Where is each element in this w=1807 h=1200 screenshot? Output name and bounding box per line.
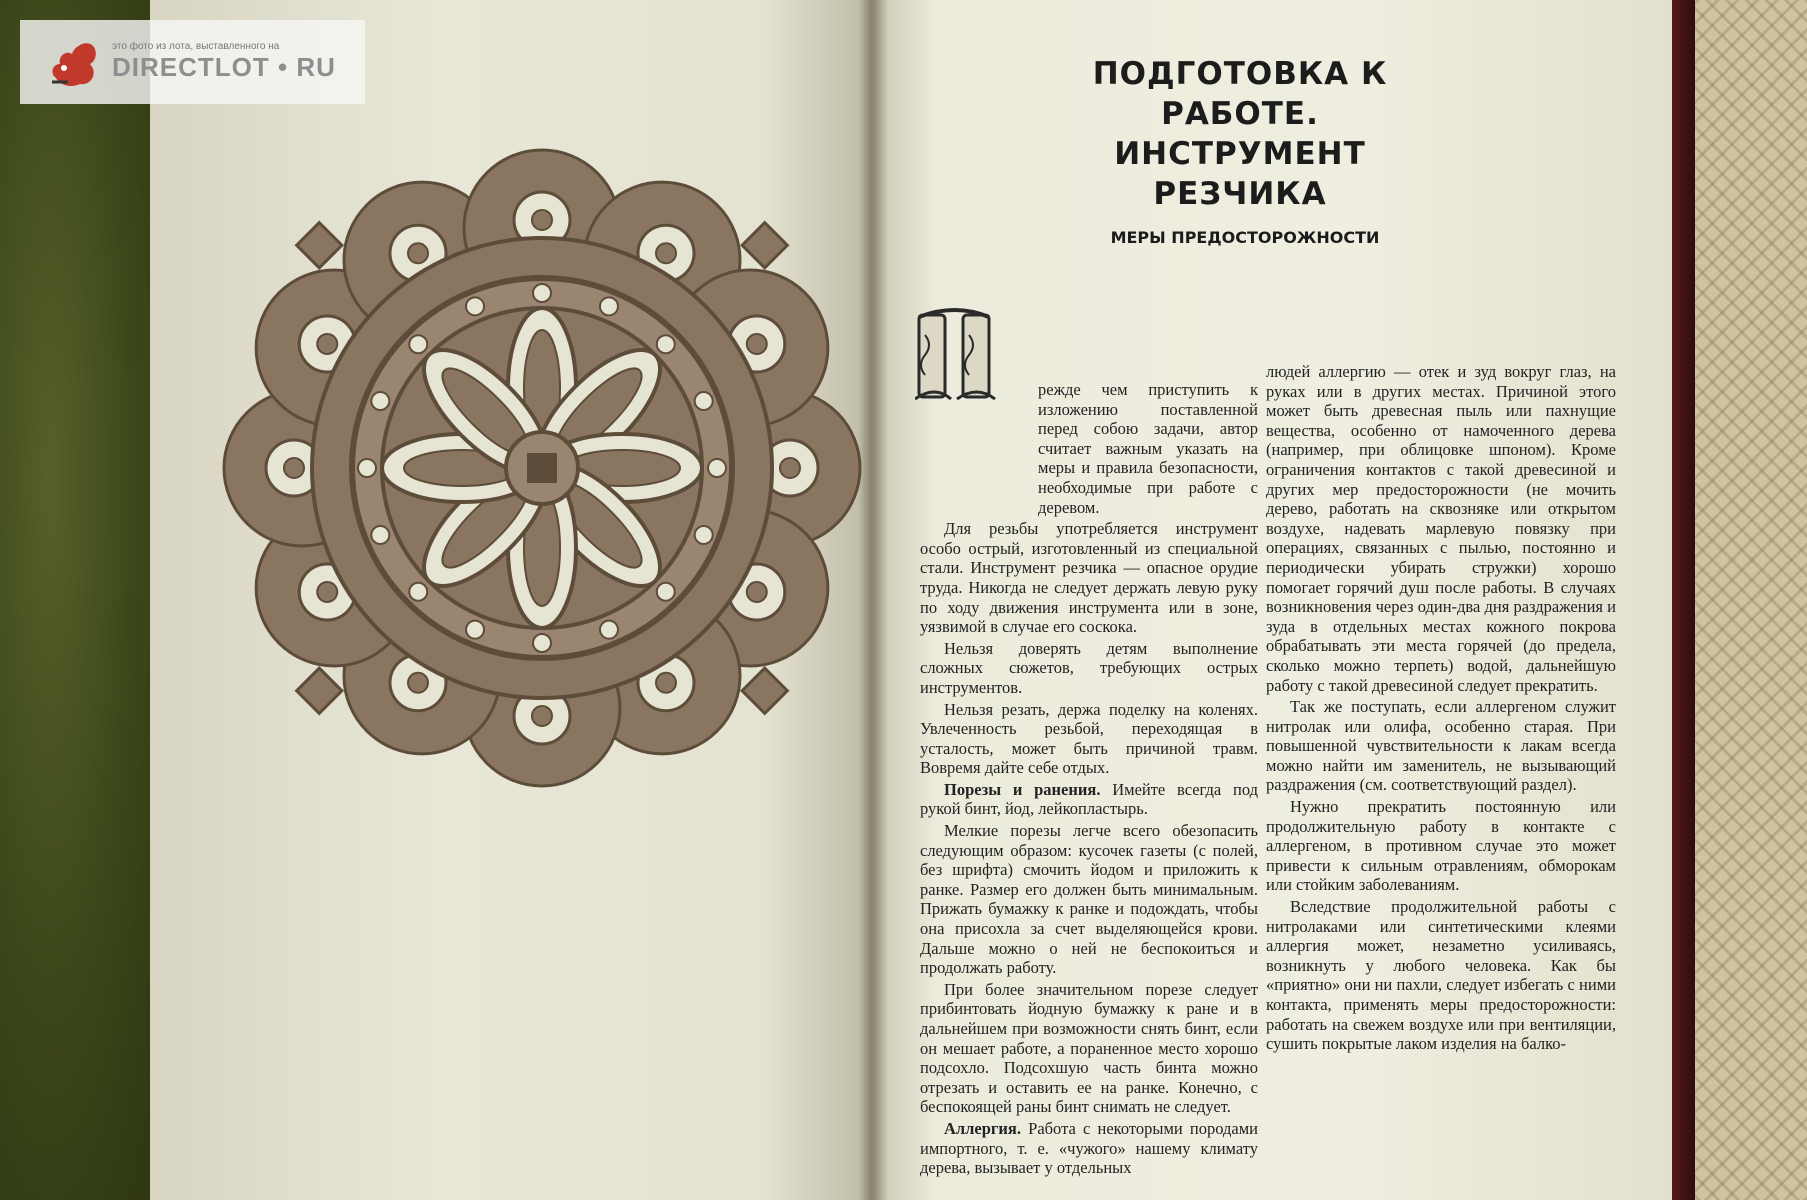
lobe-center (408, 243, 428, 263)
paragraph: При более значительном порезе следует прибинтовать йодную бумажку к ране и в дальнейшем при возможности снять бинт, если он мешает работе, а пораненное место хорошо подсохло. Подсохшую часть бинта можно отрезать и оставить ее на ранке. Конечно, с беспокоящей раны бинт снимать не следует. (920, 979, 1258, 1117)
section-heading: МЕРЫ ПРЕДОСТОРОЖНОСТИ (1110, 228, 1380, 247)
paragraph-text: Имейте всегда под рукой бинт, йод, лейкопластырь. (920, 779, 1258, 819)
lobe-center (284, 458, 304, 478)
green-cloth-background (0, 0, 170, 1200)
ring-hole (371, 526, 389, 544)
ring-hole (371, 392, 389, 410)
paragraph (920, 1119, 1258, 1178)
watermark-caption: это фото из лота, выставленного на (112, 41, 280, 52)
rosette-tab (742, 668, 787, 713)
ring-hole (533, 284, 551, 302)
paragraph: Нельзя резать, держа поделку на коленях. Увлеченность резьбой, переходящая в усталость, может быть причиной травм. Вовремя дайте себе отдых. (920, 699, 1258, 778)
lobe-center (408, 673, 428, 693)
ring-hole (358, 459, 376, 477)
paragraph-lead-bold: Аллергия. (944, 1118, 1021, 1138)
book-gutter (858, 0, 888, 1200)
lobe-center (747, 334, 767, 354)
ring-hole (708, 459, 726, 477)
ring-hole (695, 392, 713, 410)
paragraph (920, 780, 1258, 819)
rosette-tab (297, 223, 342, 268)
chapter-title-line1: ПОДГОТОВКА К РАБОТЕ. (1092, 56, 1388, 132)
ring-hole (409, 335, 427, 353)
ring-hole (600, 297, 618, 315)
dropcap-letter: П (1001, 331, 1002, 332)
carved-rosette-illustration (222, 138, 862, 798)
paragraph-lead-bold: Порезы и ранения. (944, 779, 1101, 799)
text-column-left (920, 380, 1258, 1180)
paragraph: Нужно прекратить постоянную или продолжительную работу в контакте с аллергеном, в противном случае это может привести к сильным отравлениям, обморокам или стойким заболеваниям. (1266, 797, 1616, 895)
ring-hole (409, 583, 427, 601)
paragraph: людей аллергию — отек и зуд вокруг глаз, на руках или в других местах. Причиной этого может быть древесная пыль или пахнущие вещества, особенно от намоченного дерева (например, при облицовке шпоном). Кроме ограничения контактов с такой древесиной и других мер предосторожности (не мочить дерево, работать на сквозняке или открытом воздухе, надевать марлевую повязку при операциях, связанных с пылью, постоянно и периодически убирать стружки) хорошо помогает горячий душ после работы. В случаях возникновения через один-два дня раздражения и зуда в отдельных местах кожного покрова обрабатывать эти места горячей (до предела, сколько можно терпеть) водой, дальнейшую работу с такой древесиной следует прекратить. (1266, 362, 1616, 695)
paragraph: Вследствие продолжительной работы с нитролаками или синтетическими клеями аллергия может, незаметно усиливаясь, возникнуть у любого человека. Как бы «приятно» они ни пахли, следует избегать с ними контакта, применять меры предосторожности: работать на свежем воздухе или при вентиляции, сушить покрытые лаком изделия на балко- (1266, 897, 1616, 1054)
paragraph: Нельзя доверять детям выполнение сложных сюжетов, требующих острых инструментов. (920, 638, 1258, 697)
ring-hole (695, 526, 713, 544)
squirrel-logo-icon (42, 34, 102, 90)
paragraph-text: Работа с некоторыми породами импортного, т. е. «чужого» нашему климату дерева, вызывает у отдельных (920, 1118, 1258, 1178)
rosette-hub-square (528, 454, 556, 482)
chapter-title (1030, 54, 1450, 214)
paragraph: режде чем приступить к изложению поставленной перед собою задачи, автор считает важным указать на меры и правила безопасности, необходимые при работе с деревом. (1038, 380, 1258, 517)
ring-hole (657, 583, 675, 601)
chapter-title-line2: ИНСТРУМЕНТ РЕЗЧИКА (1114, 136, 1366, 212)
lobe-center (532, 706, 552, 726)
lobe-center (780, 458, 800, 478)
text-column-right (1266, 362, 1616, 1056)
ring-hole (657, 335, 675, 353)
paragraph: Так же поступать, если аллергеном служит нитролак или олифа, особенно старая. При повышенной чувствительности к лакам всегда можно найти им заменитель, не вызывающий раздражения (см. соответствующий раздел). (1266, 697, 1616, 795)
rosette-tab (297, 668, 342, 713)
ring-hole (600, 621, 618, 639)
lobe-center (656, 673, 676, 693)
lobe-center (317, 334, 337, 354)
rosette-tab (742, 223, 787, 268)
lace-tablecloth (1677, 0, 1807, 1200)
paragraph: Для резьбы употребляется инструмент особо острый, изготовленный из специальной стали. Инструмент резчика — опасное орудие труда. Никогда не следует держать левую руку по ходу движения инструмента или в зоне, уязвимой в случае его соскока. (920, 519, 1258, 637)
lobe-center (317, 582, 337, 602)
ring-hole (466, 621, 484, 639)
lobe-center (532, 210, 552, 230)
lobe-center (656, 243, 676, 263)
lobe-center (747, 582, 767, 602)
watermark-banner (20, 20, 365, 104)
paragraph: Мелкие порезы легче всего обезопасить следующим образом: кусочек газеты (с полей, без шрифта) смочить йодом и приложить к ранке. Размер его должен быть минимальным. Прижать бумажку к ранке и подождать, чтобы она присохла за счет выделяющейся крови. Дальше можно о ней не беспокоиться и продолжать работу. (920, 821, 1258, 978)
watermark-brand: DIRECTLOT • RU (112, 52, 336, 82)
ring-hole (466, 297, 484, 315)
ring-hole (533, 634, 551, 652)
